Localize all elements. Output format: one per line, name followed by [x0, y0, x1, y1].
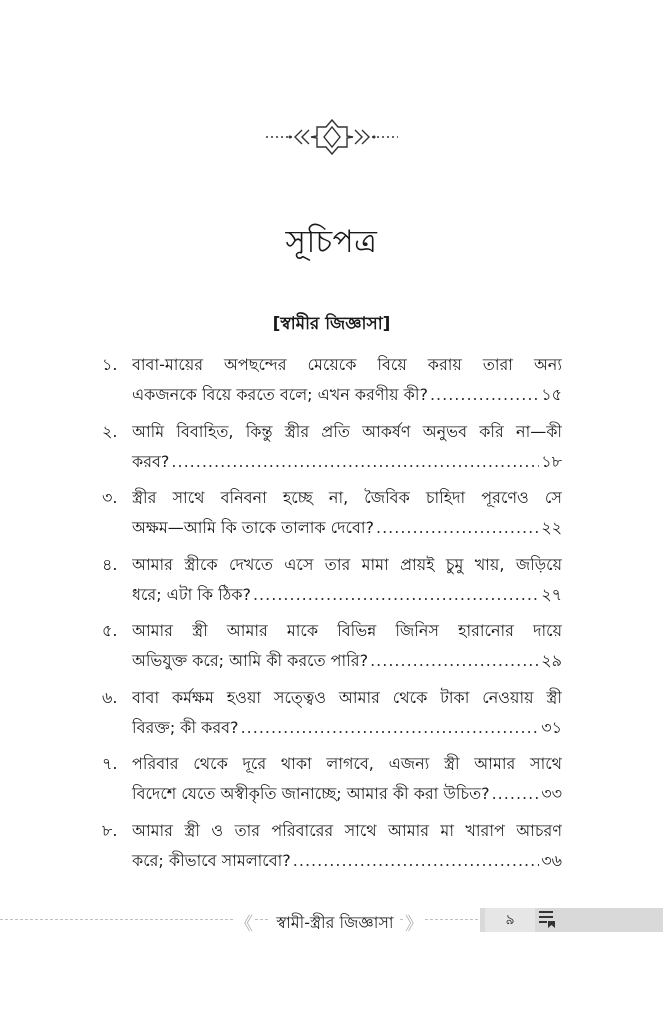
dot-leader: [492, 779, 540, 809]
toc-text-line1: বাবা কর্মক্ষম হওয়া সত্ত্বেও আমার থেকে টাকা নেওয়ায় স্ত্রী: [132, 687, 562, 707]
footer-book-title: স্বামী-স্ত্রীর জিজ্ঞাসা: [270, 912, 400, 934]
toc-text-line2: করব?: [132, 451, 170, 471]
toc-entry[interactable]: [100, 747, 562, 814]
toc-text-line2: করে; কীভাবে সামলাবো?: [132, 850, 291, 870]
toc-entry[interactable]: [100, 415, 562, 482]
toc-number: ১.: [102, 355, 118, 374]
toc-number: ৫.: [102, 621, 118, 640]
toc-number: ৪.: [102, 554, 118, 574]
toc-number: ৮.: [102, 820, 118, 840]
table-of-contents: [100, 348, 562, 880]
toc-page-number: ২২: [541, 518, 562, 537]
chevron-left-icon: 《: [235, 910, 253, 936]
toc-text-line1: আমার স্ত্রী ও তার পরিবারের সাথে আমার মা খারাপ আচরণ: [132, 820, 562, 840]
toc-entry[interactable]: [100, 348, 562, 415]
toc-number: ২.: [102, 421, 118, 441]
toc-text-line2: অভিযুক্ত করে; আমি কী করতে পারি?: [132, 651, 369, 670]
toc-page-number: ১৫: [541, 385, 562, 404]
toc-text-line1: আমার স্ত্রী আমার মাকে বিভিন্ন জিনিস হারানোর দায়ে: [132, 621, 562, 640]
dot-leader: [253, 580, 539, 610]
dot-leader: [241, 713, 540, 743]
page-number: ৯: [485, 908, 535, 932]
section-heading: [স্বামীর জিজ্ঞাসা]: [272, 314, 391, 334]
toc-entry[interactable]: [100, 614, 562, 681]
chevron-right-icon: 》: [405, 910, 423, 936]
dot-leader: [293, 846, 539, 876]
toc-text-line1: পরিবার থেকে দূরে থাকা লাগবে, এজন্য স্ত্রী আমার সাথে: [132, 754, 562, 773]
toc-text-line1: বাবা-মায়ের অপছন্দের মেয়েকে বিয়ে করায় তারা অন্য: [132, 355, 562, 374]
toc-text-line2: ধরে; এটা কি ঠিক?: [132, 584, 251, 604]
toc-entry[interactable]: [100, 481, 562, 548]
dot-leader: [430, 380, 539, 410]
toc-text-line1: আমার স্ত্রীকে দেখতে এসে তার মামা প্রায়ই চুমু খায়, জড়িয়ে: [132, 554, 562, 574]
ornament-divider-icon: [262, 116, 402, 158]
toc-page-number: ১৮: [541, 451, 562, 471]
toc-number: ৬.: [102, 687, 118, 707]
toc-page-number: ৩৩: [541, 784, 562, 803]
toc-text-line2: অক্ষম—আমি কি তাকে তালাক দেবো?: [132, 518, 374, 537]
toc-entry[interactable]: [100, 548, 562, 615]
toc-text-line2: বিরক্ত; কী করব?: [132, 717, 239, 737]
toc-number: ৭.: [102, 754, 118, 773]
dot-leader: [171, 447, 539, 477]
toc-text-line2: বিদেশে যেতে অস্বীকৃতি জানাচ্ছে; আমার কী করা উচিত?: [132, 784, 490, 803]
toc-page-number: ৩৬: [541, 850, 562, 870]
toc-page-number: ৩১: [541, 717, 562, 737]
page-title: সূচিপত্র: [285, 224, 378, 260]
toc-text-line1: স্ত্রীর সাথে বনিবনা হচ্ছে না, জৈবিক চাহিদা পূরণেও সে: [132, 488, 562, 507]
toc-text-line2: একজনকে বিয়ে করতে বলে; এখন করণীয় কী?: [132, 385, 428, 404]
toc-number: ৩.: [102, 488, 118, 507]
toc-entry[interactable]: [100, 681, 562, 748]
toc-text-line1: আমি বিবাহিত, কিন্তু স্ত্রীর প্রতি আকর্ষণ অনুভব করি না—কী: [132, 421, 562, 441]
toc-entry[interactable]: [100, 814, 562, 881]
book-bookmark-icon: [538, 910, 556, 930]
dot-leader: [376, 513, 539, 543]
dot-leader: [370, 646, 539, 676]
toc-page-number: ২৯: [541, 651, 562, 670]
page-footer: [0, 904, 663, 944]
toc-page-number: ২৭: [541, 584, 562, 604]
